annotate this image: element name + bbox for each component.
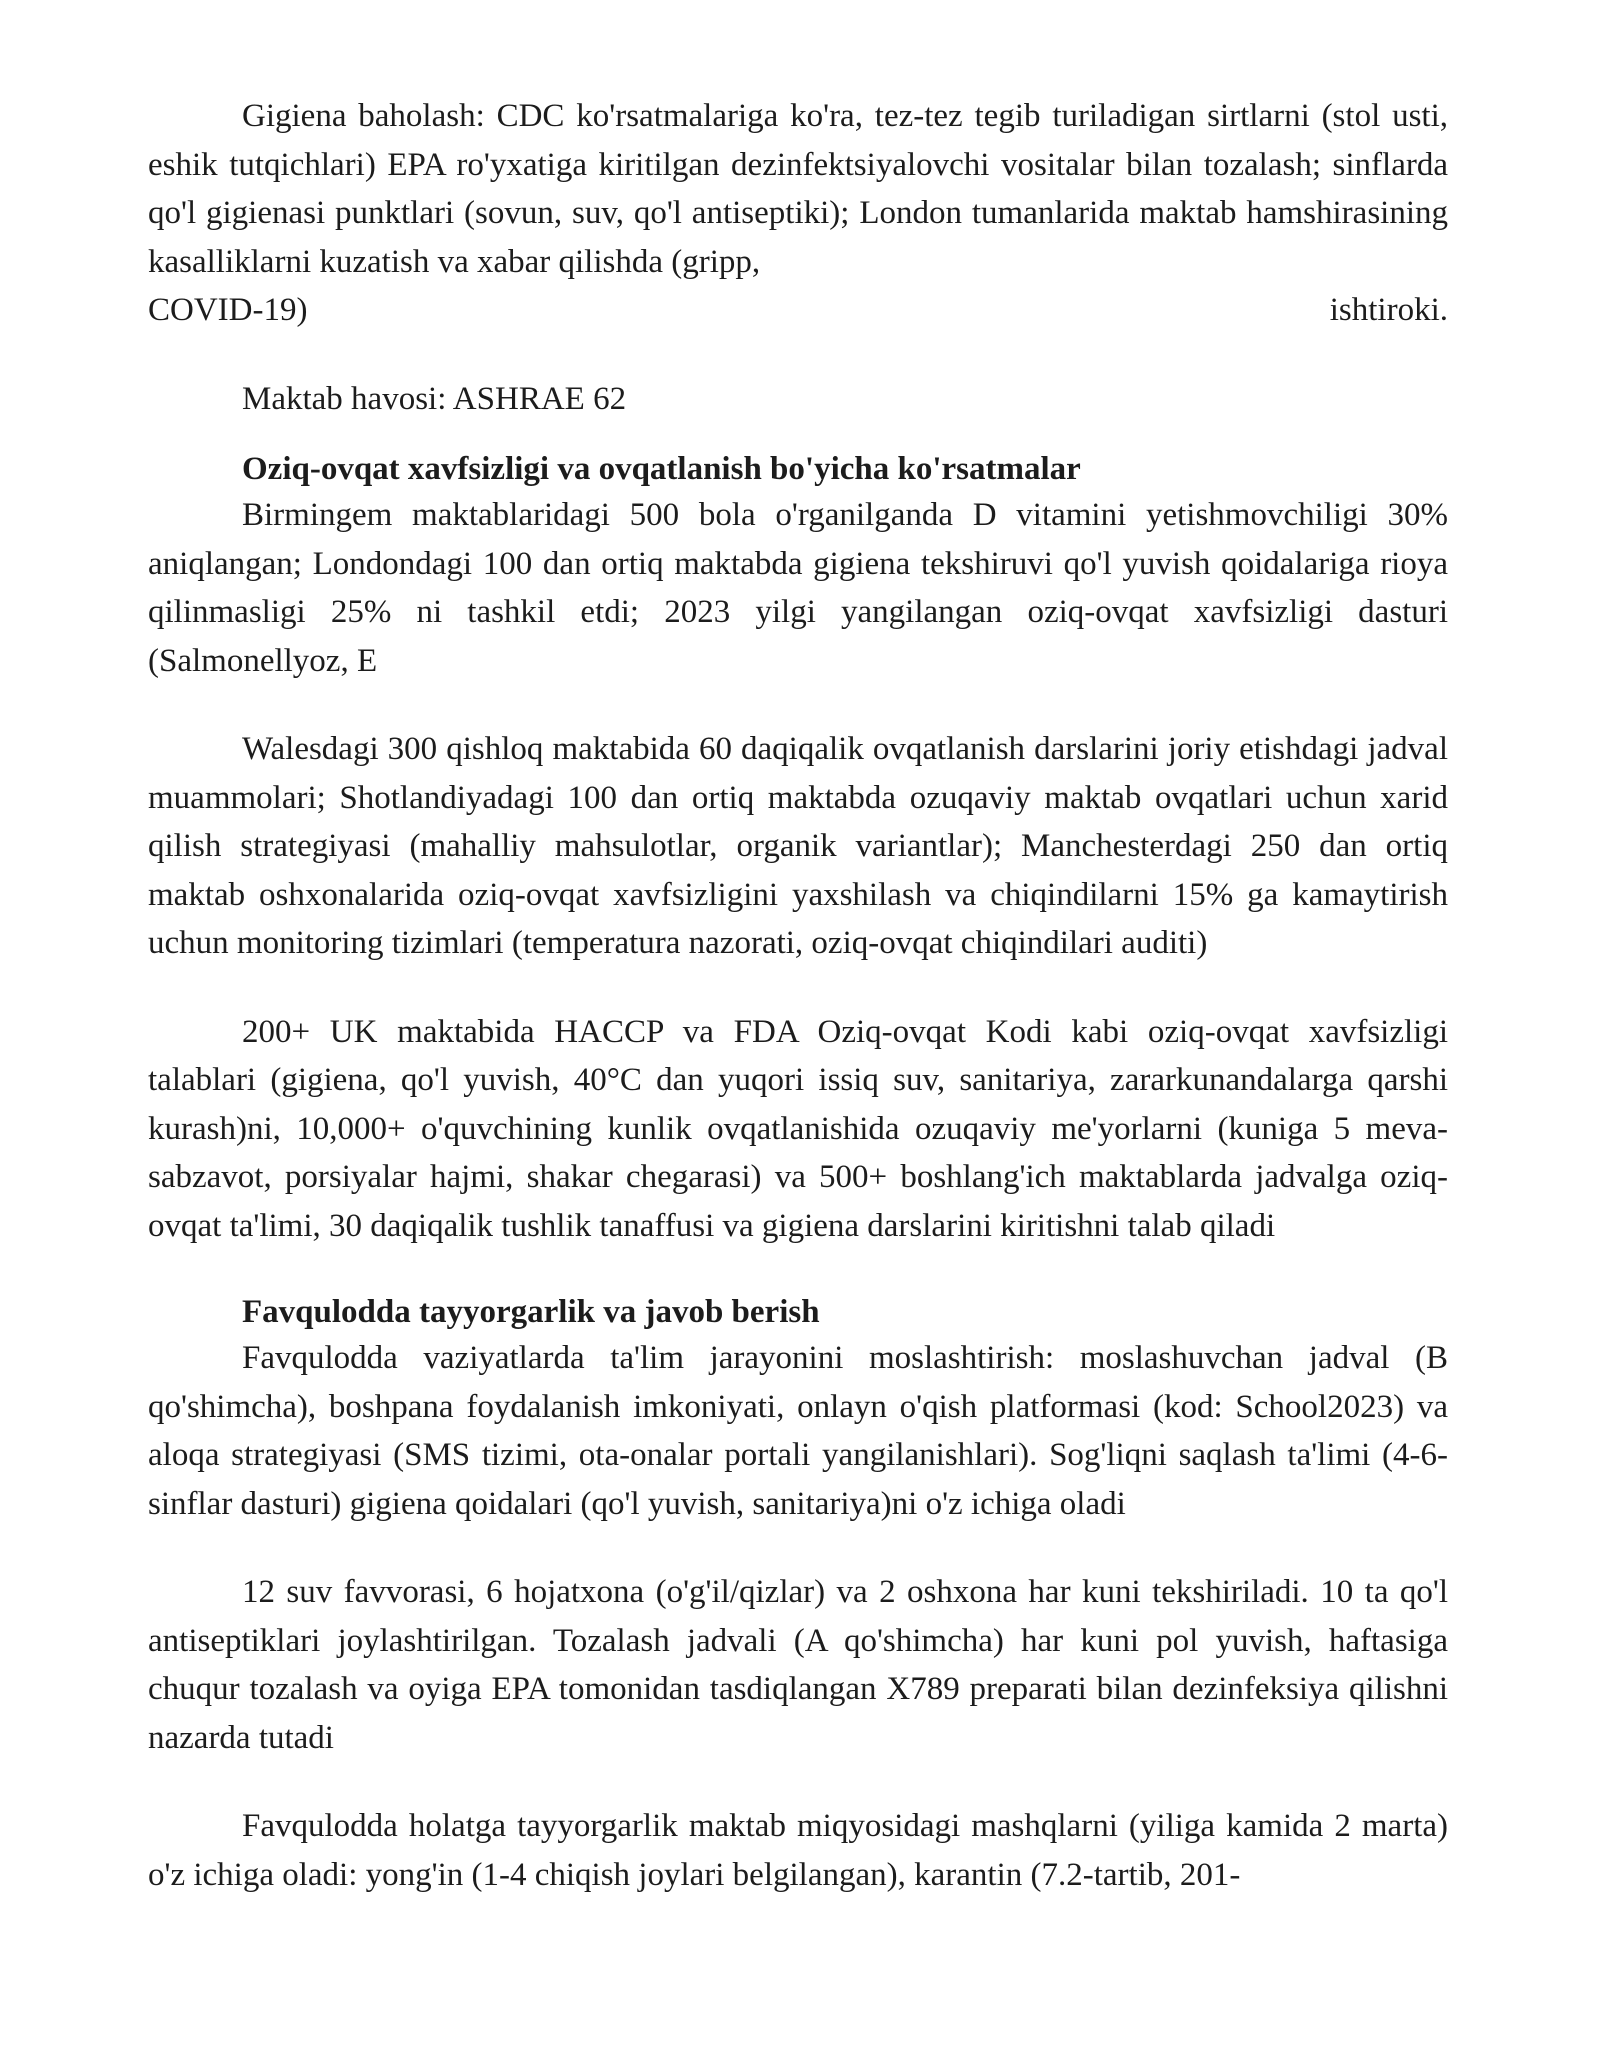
- paragraph-wales: Walesdagi 300 qishloq maktabida 60 daqiqalik ovqatlanish darslarini joriy etishdagi jadval muammolari; Shotlandiyadagi 100 dan ortiq maktabda ozuqaviy maktab ovqatlari uchun xarid qilish strategiyasi (mahalliy mahsulotlar, organik variantlar); Manchesterdagi 250 dan ortiq maktab oshxonalarida oziq-ovqat xavfsizligini yaxshilash va chiqindilarni 15% ga kamaytirish uchun monitoring tizimlari (temperatura nazorati, oziq-ovqat chiqindilari auditi): [148, 731, 1448, 961]
- paragraph-school-air: Maktab havosi: ASHRAE 62: [242, 380, 627, 417]
- document-body: [148, 92, 1448, 1899]
- paragraph-uk-schools: 200+ UK maktabida HACCP va FDA Oziq-ovqat Kodi kabi oziq-ovqat xavfsizligi talablari (gigiena, qo'l yuvish, 40°C dan yuqori issiq suv, sanitariya, zararkunandalarga qarshi kurash)ni, 10,000+ o'quvchining kunlik ovqatlanishida ozuqaviy me'yorlarni (kuniga 5 meva-sabzavot, porsiyalar hajmi, shakar chegarasi) va 500+ boshlang'ich maktablarda jadvalga oziq-ovqat ta'limi, 30 daqiqalik tushlik tanaffusi va gigiena darslarini kiritishni talab qiladi: [148, 1013, 1448, 1244]
- section-heading-emergency: Favqulodda tayyorgarlik va javob berish: [242, 1294, 820, 1330]
- paragraph-hygiene-assessment: [148, 92, 1448, 335]
- spacer: [148, 968, 1448, 1008]
- paragraph-hygiene-assessment-last-right: ishtiroki.: [1329, 292, 1448, 328]
- spacer: [148, 1250, 1448, 1290]
- spacer: [148, 335, 1448, 375]
- paragraph-emergency-drills: Favqulodda holatga tayyorgarlik maktab miqyosidagi mashqlarni (yiliga kamida 2 marta) o'z ichiga oladi: yong'in (1-4 chiqish joylari belgilangan), karantin (7.2-tartib, 201-: [148, 1808, 1448, 1893]
- spacer: [148, 1762, 1448, 1802]
- spacer: [148, 685, 1448, 725]
- paragraph-emergency-adaptation: Favqulodda vaziyatlarda ta'lim jarayonini moslashtirish: moslashuvchan jadval (B qo'shimcha), boshpana foydalanish imkoniyati, onlayn o'qish platformasi (kod: School2023) va aloqa strategiyasi (SMS tizimi, ota-onalar portali yangilanishlari). Sog'liqni saqlash ta'limi (4-6-sinflar dasturi) gigiena qoidalari (qo'l yuvish, sanitariya)ni o'z ichiga oladi: [148, 1340, 1448, 1522]
- spacer: [148, 1528, 1448, 1568]
- paragraph-hygiene-assessment-last-left: COVID-19): [148, 292, 308, 328]
- paragraph-hygiene-assessment-text: Gigiena baholash: CDC ko'rsatmalariga ko'ra, tez-tez tegib turiladigan sirtlarni (stol usti, eshik tutqichlari) EPA ro'yxatiga kiritilgan dezinfektsiyalovchi vositalar bilan tozalash; sinflarda qo'l gigienasi punktlari (sovun, suv, qo'l antiseptiki); London tumanlarida maktab hamshirasining kasalliklarni kuzatish va xabar qilishda (gripp,: [148, 98, 1448, 280]
- section-heading-food-safety: Oziq-ovqat xavfsizligi va ovqatlanish bo'yicha ko'rsatmalar: [242, 451, 1081, 487]
- paragraph-hygiene-assessment-last-line: [148, 286, 1448, 335]
- paragraph-water-fountains: 12 suv favvorasi, 6 hojatxona (o'g'il/qizlar) va 2 oshxona har kuni tekshiriladi. 10 ta qo'l antiseptiklari joylashtirilgan. Tozalash jadvali (A qo'shimcha) har kuni pol yuvish, haftasiga chuqur tozalash va oyiga EPA tomonidan tasdiqlangan X789 preparati bilan dezinfeksiya qilishni nazarda tutadi: [148, 1574, 1448, 1756]
- paragraph-birmingham: Birmingem maktablaridagi 500 bola o'rganilganda D vitamini yetishmovchiligi 30% aniqlangan; Londondagi 100 dan ortiq maktabda gigiena tekshiruvi qo'l yuvish qoidalariga rioya qilinmasligi 25% ni tashkil etdi; 2023 yilgi yangilangan oziq-ovqat xavfsizligi dasturi (Salmonellyoz, E: [148, 497, 1448, 679]
- spacer: [148, 423, 1448, 447]
